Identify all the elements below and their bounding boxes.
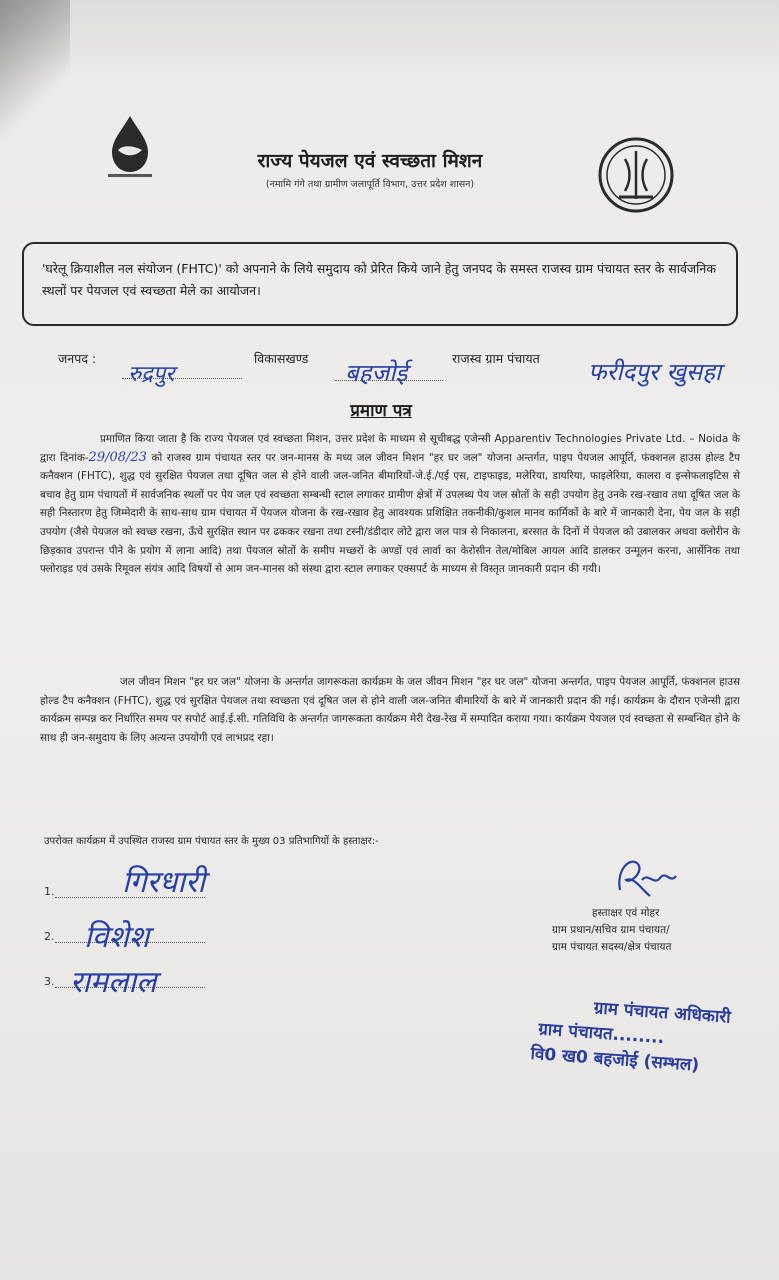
- block-label: विकासखण्ड: [254, 351, 309, 366]
- up-state-emblem: [597, 135, 675, 215]
- certificate-text-part1: प्रमाणित किया जाता है कि राज्य पेयजल एवं स्वच्छता मिशन, उत्तर प्रदेश के माध्यम से सूचीबद्ध एजेन्सी Apparentiv Technologies Private Ltd. – Noida के द्वारा दिनांक-: [40, 433, 740, 464]
- certificate-text-part2: को राजस्व ग्राम पंचायत स्तर पर जन-मानस के मध्य जल जीवन मिशन "हर घर जल" योजना अन्तर्गत, पाइप पेयजल आपूर्ति, फंक्शनल हाउस होल्ड टैप कनैक्शन (FHTC), शुद्ध एवं सुरक्षित पेयजल तथा दूषित जल से होने वाली जल-जनित बीमारियों-जे.ई./एई एस, टाइफाइड, मलेरिया, डायरिया, फाइलेरिया, कालरा व इन्सेफलाइटिस से बचाव हेतु ग्राम पंचायतों में सार्वजनिक स्थलों पर पेय जल एवं स्वच्छता सम्बन्धी स्टाल लगाकर ग्रामीण क्षेत्रों में उपलब्ध पेय जल स्रोतों के सही उपयोग हेतु उनके रख-रखाव तथा दूषित जल के सही निस्तारण हेतु जिम्मेदारी के साथ-साथ ग्राम पंचायत में पेयजल योजना के रख-रखाव हेतु आवश्यक प्रशिक्षित तकनीकी/कुशल मानव कार्मिकों के बारे में जानकारी देना, पेय जल के सही उपयोग (जैसे पेयजल को स्वच्छ रखना, ऊँचे सुरक्षित स्थान पर ढककर रखना तथा टस्नी/डंडीदार लोटे द्वारा जल पात्र से निकालना, बरसात के दिनों में पेयजल को उबालकर अथवा क्लोरीन के छिड़काव उपरान्त पीने के प्रयोग में लाना आदि) तथा पेयजल स्रोतों के समीप मच्छरों के अण्डों एवं लार्वा का केरोसीन तेल/मोबिल आयल आदि डालकर उन्मूलन करना, आर्सेनिक तथा फ्लोराइड एवं उसके रिमूवल संयंत्र आदि विषयों से आम जन-मानस को संस्था द्वारा स्टाल लगाकर एक्सपर्ट के माध्यम से विस्तृत जानकारी प्रदान की गयी।: [40, 451, 740, 576]
- stamp-line-3: वि0 ख0 बहजोई (सम्भल): [529, 1043, 700, 1076]
- event-banner: [22, 242, 738, 326]
- gram-panchayat-value: फरीदपुर खुसहा: [588, 358, 722, 386]
- district-value: रुद्रपुर: [128, 362, 175, 387]
- summary-paragraph: जल जीवन मिशन "हर घर जल" योजना के अन्तर्गत जागरूकता कार्यक्रम के जल जीवन मिशन "हर घर जल" योजना अन्तर्गत, पाइप पेयजल आपूर्ति, फंक्शनल हाउस होल्ड टैप कनैक्शन (FHTC), शुद्ध एवं सुरक्षित पेयजल तथा स्वच्छता एवं दूषित जल से होने वाली जल-जनित बीमारियों के बारे में जानकारी प्रदान की गई। कार्यक्रम के दौरान एजेन्सी द्वारा कार्यक्रम सम्पन्न कर निर्धारित समय पर सपोर्ट आई.ई.सी. गतिविधि के अन्तर्गत जागरूकता कार्यक्रम मेरी देख-रेख में सम्पादित कराया गया। कार्यक्रम पेयजल एवं स्वच्छता से सम्बन्धित होने के साथ ही जन-समुदाय के लिए अत्यन्त उपयोगी एवं लाभप्रद रहा।: [40, 676, 740, 744]
- pradhan-signature: [612, 850, 682, 905]
- participant-signature-2: विशेश: [84, 920, 150, 955]
- mission-title: राज्य पेयजल एवं स्वच्छता मिशन: [257, 150, 483, 172]
- mission-subtitle: (नमामि गंगे तथा ग्रामीण जलापूर्ति विभाग, उत्तर प्रदेश शासन): [265, 179, 475, 190]
- signatory-line-1: हस्ताक्षर एवं मोहर: [592, 907, 660, 919]
- gram-panchayat-label: राजस्व ग्राम पंचायत: [452, 351, 540, 366]
- signatory-line-2: ग्राम प्रधान/सचिव ग्राम पंचायत/: [552, 924, 670, 936]
- signatory-block: [552, 905, 752, 956]
- certificate-paragraph: [40, 430, 740, 579]
- participant-signature-1: गिरधारी: [122, 865, 206, 900]
- stamp-line-1: ग्राम पंचायत अधिकारी: [593, 998, 732, 1028]
- certificate-heading: प्रमाण पत्र: [350, 401, 412, 421]
- participant-number-2: 2.: [44, 930, 55, 943]
- banner-text: 'घरेलू क्रियाशील नल संयोजन (FHTC)' को अपनाने के लिये समुदाय को प्रेरित किये जाने हेतु जनपद के समस्त राजस्व ग्राम पंचायत स्तर के सार्वजनिक स्थलों पर पेयजल एवं स्वच्छता मेले का आयोजन।: [42, 261, 716, 298]
- stamp-line-2: ग्राम पंचायत........: [537, 1019, 665, 1049]
- participant-number-1: 1.: [44, 885, 55, 898]
- district-label: जनपद :: [58, 351, 97, 366]
- block-value: बहजोई: [345, 359, 408, 387]
- district-line: [122, 378, 242, 379]
- jal-jeevan-logo: [100, 112, 160, 182]
- participant-number-3: 3.: [44, 975, 55, 988]
- signatory-line-3: ग्राम पंचायत सदस्य/क्षेत्र पंचायत: [552, 941, 672, 953]
- block-line: [335, 380, 443, 381]
- page-shadow: [0, 0, 70, 140]
- official-stamp: [530, 992, 765, 1083]
- participant-signature-3: रामलाल: [70, 965, 157, 1000]
- event-date: 29/08/23: [88, 449, 147, 465]
- attendance-text: उपरोक्त कार्यक्रम में उपस्थित राजस्व ग्राम पंचायत स्तर के मुख्य 03 प्रतिभागियों के हस्ताक्षर:-: [44, 836, 379, 847]
